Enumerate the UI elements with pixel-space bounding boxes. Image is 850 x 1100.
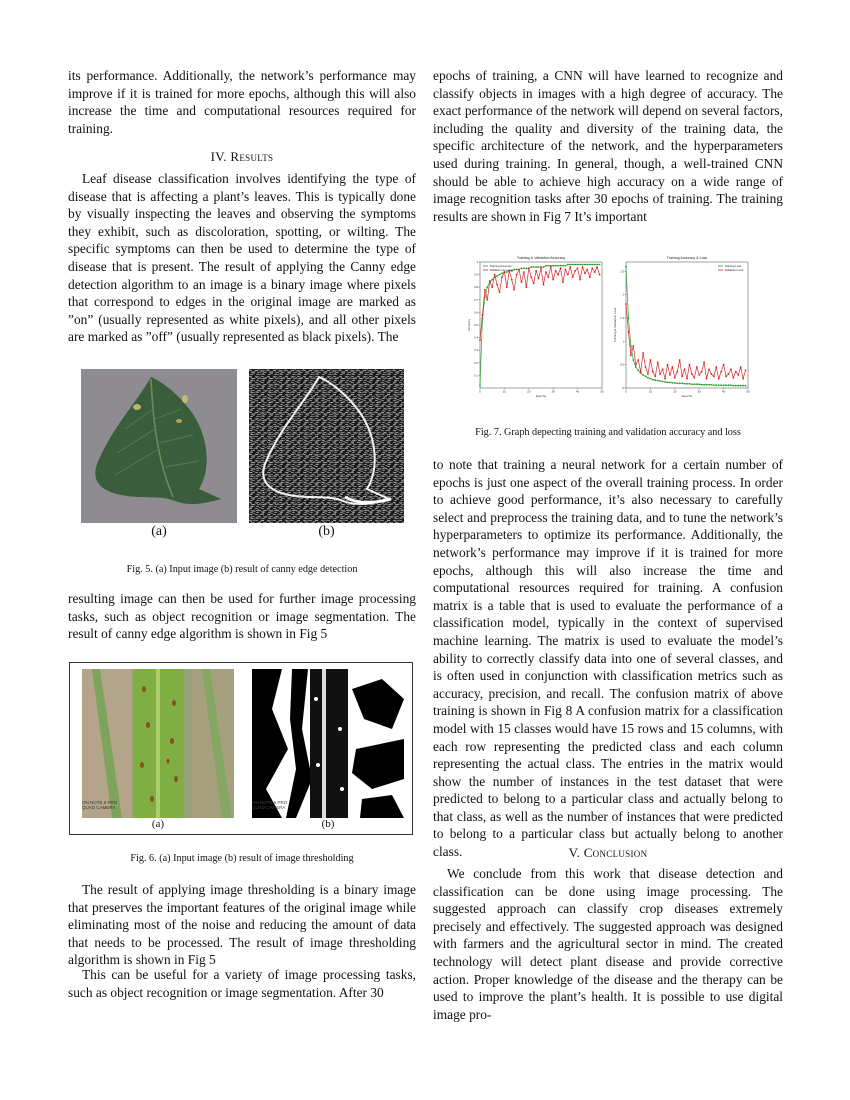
data-point: [684, 368, 686, 370]
right-paragraph-2: to note that training a neural network for a certain number of epochs is just one aspect of the overall training process. In order to achieve good performance, it’s also necessary to carefully select and preprocess the training data, and to tune the network’s hyperparameters to optimize its performance. Additionally, the network’s performance may improve if it is trained for more epochs, although this will also increase the time and computational resources required for training. A confusion matrix is a table that is used to evaluate the performance of a classification model, typically in the context of supervised machine learning. The matrix is used to evaluate the model’s ability to correctly classify data into one of several classes, and is often used in conjunction with classification metrics such as accuracy, precision, and recall. The confusion matrix of above training is shown in Fig 8 A confusion matrix for a classification model with 15 classes would have 15 rows and 15 columns, with each row representing the predicted class and each column representing the actual class. The entries in the matrix would show the number of instances in the test dataset that were predicted to belong to a particular class and actually belong to that class, as well as the number of instances that were predicted to belong to a particular class but actually belong to another class.: [433, 457, 783, 860]
fig6-label-a: (a): [151, 818, 165, 830]
data-point: [720, 371, 722, 373]
data-point: [565, 265, 567, 267]
data-point: [591, 264, 593, 266]
data-point: [486, 286, 488, 288]
data-point: [625, 266, 627, 268]
data-point: [732, 385, 734, 387]
data-point: [482, 314, 484, 316]
data-point: [628, 317, 630, 319]
data-point: [572, 276, 574, 278]
right-paragraph-1: epochs of training, a CNN will have learned to recognize and classify objects in images with a high degree of accuracy. The exact performance of the network will depend on several factors, including the quality and diversity of the training data, the specific architecture of the network, and the hyperparameters used during training. In general, though, a well-trained CNN should be able to achieve high accuracy on a wide range of image recognition tasks after 30 epochs of training. The training results are shown in Fig 7 It’s important: [433, 68, 783, 224]
data-point: [662, 381, 664, 383]
grass-leaf-photo: [82, 669, 234, 818]
data-point: [479, 339, 481, 341]
data-point: [703, 361, 705, 363]
data-point: [742, 385, 744, 387]
y-axis-label: Training & Validation Loss: [613, 307, 617, 343]
data-point: [594, 271, 596, 273]
data-point: [657, 361, 659, 363]
data-point: [659, 380, 661, 382]
data-point: [657, 380, 659, 382]
data-point: [730, 384, 732, 386]
data-point: [501, 276, 503, 278]
data-point: [525, 286, 527, 288]
data-point: [737, 374, 739, 376]
data-point: [647, 373, 649, 375]
data-point: [737, 385, 739, 387]
data-point: [491, 286, 493, 288]
data-point: [713, 375, 715, 377]
data-point: [579, 264, 581, 266]
data-point: [538, 266, 540, 268]
data-point: [538, 277, 540, 279]
section-heading-conclusion: V. Conclusion: [568, 845, 648, 860]
data-point: [584, 264, 586, 266]
data-point: [689, 383, 691, 385]
x-tick-label: 50: [600, 389, 604, 394]
data-point: [669, 374, 671, 376]
data-point: [701, 384, 703, 386]
y-tick-label: 0.9: [474, 272, 478, 277]
leaf-photo: [81, 369, 237, 523]
y-tick-label: 0.2: [474, 360, 478, 365]
data-point: [650, 378, 652, 380]
data-point: [664, 378, 666, 380]
y-tick-label: 0.3: [474, 348, 478, 353]
data-point: [730, 368, 732, 370]
data-point: [645, 366, 647, 368]
data-point: [560, 265, 562, 267]
data-point: [642, 352, 644, 354]
data-point: [740, 366, 742, 368]
data-point: [681, 375, 683, 377]
data-point: [711, 384, 713, 386]
data-point: [745, 369, 747, 371]
data-point: [584, 272, 586, 274]
data-point: [562, 265, 564, 267]
data-point: [596, 264, 598, 266]
y-tick-label: 1: [622, 339, 624, 344]
data-point: [679, 359, 681, 361]
data-point: [652, 379, 654, 381]
data-point: [586, 269, 588, 271]
data-point: [728, 384, 730, 386]
data-point: [579, 279, 581, 281]
data-point: [589, 276, 591, 278]
y-tick-label: 0.5: [474, 323, 478, 327]
data-point: [742, 378, 744, 380]
data-point: [637, 359, 639, 361]
data-point: [516, 269, 518, 271]
data-point: [511, 279, 513, 281]
data-point: [521, 267, 523, 269]
legend-label: Training Loss: [724, 264, 742, 268]
data-point: [530, 266, 532, 268]
y-tick-label: 0.7: [474, 297, 478, 302]
data-point: [652, 371, 654, 373]
data-point: [596, 266, 598, 268]
data-point: [735, 385, 737, 387]
data-point: [491, 279, 493, 281]
data-point: [637, 369, 639, 371]
data-point: [545, 271, 547, 273]
data-point: [586, 264, 588, 266]
data-point: [725, 375, 727, 377]
data-point: [674, 377, 676, 379]
data-point: [703, 384, 705, 386]
fig7-caption: Fig. 7. Graph depecting training and validation accuracy and loss: [475, 427, 741, 438]
canny-edge-render: [249, 369, 404, 523]
y-tick-label: 2: [622, 292, 624, 297]
data-point: [723, 364, 725, 366]
plot-area: [626, 262, 748, 388]
data-point: [567, 274, 569, 276]
x-tick-label: 40: [575, 389, 580, 394]
data-point: [698, 374, 700, 376]
data-point: [711, 373, 713, 375]
data-point: [540, 267, 542, 269]
data-point: [691, 373, 693, 375]
legend-label: Validation Accuracy: [489, 268, 514, 272]
data-point: [689, 364, 691, 366]
data-point: [552, 279, 554, 281]
fig5-label-a: (a): [151, 524, 167, 539]
data-point: [479, 385, 481, 387]
data-point: [725, 384, 727, 386]
data-point: [715, 366, 717, 368]
x-axis-label: Epochs: [681, 394, 693, 398]
data-point: [701, 371, 703, 373]
data-point: [671, 382, 673, 384]
data-point: [698, 383, 700, 385]
data-point: [659, 373, 661, 375]
data-point: [693, 377, 695, 379]
x-tick-label: 30: [551, 389, 555, 394]
data-point: [635, 366, 637, 368]
x-tick-label: 30: [697, 389, 701, 394]
data-point: [691, 383, 693, 385]
data-point: [499, 274, 501, 276]
data-point: [591, 267, 593, 269]
legend-label: Validation Loss: [724, 268, 744, 272]
data-point: [686, 378, 688, 380]
data-point: [535, 270, 537, 272]
data-point: [647, 377, 649, 379]
data-point: [550, 266, 552, 268]
data-point: [547, 276, 549, 278]
fig6-threshold-image: [252, 669, 404, 818]
data-point: [525, 267, 527, 269]
data-point: [676, 371, 678, 373]
data-point: [569, 264, 571, 266]
fig5-input-leaf-image: [81, 369, 237, 523]
y-tick-label: 0: [622, 386, 624, 390]
data-point: [486, 299, 488, 301]
y-tick-label: 0.6: [474, 310, 478, 315]
data-point: [735, 371, 737, 373]
data-point: [496, 275, 498, 277]
x-tick-label: 20: [527, 389, 531, 394]
data-point: [535, 266, 537, 268]
data-point: [740, 385, 742, 387]
data-point: [732, 377, 734, 379]
data-point: [484, 289, 486, 291]
data-point: [577, 264, 579, 266]
fig6-input-leaf-image: [82, 669, 234, 818]
data-point: [640, 371, 642, 373]
data-point: [728, 373, 730, 375]
data-point: [574, 264, 576, 266]
data-point: [555, 265, 557, 267]
x-tick-label: 10: [648, 389, 653, 394]
chart-title: Training & Validation Accuracy: [516, 256, 566, 260]
data-point: [572, 264, 574, 266]
fig5-canny-edge-image: [249, 369, 404, 523]
y-tick-label: 0.5: [620, 362, 624, 367]
data-point: [557, 274, 559, 276]
fig7-accuracy-chart: [466, 252, 606, 402]
fig5-label-b: (b): [318, 524, 335, 539]
y-tick-label: 0.1: [474, 373, 478, 378]
y-tick-label: 1: [476, 260, 478, 264]
y-tick-label: 0.4: [474, 335, 478, 340]
data-point: [521, 281, 523, 283]
data-point: [706, 384, 708, 386]
data-point: [642, 374, 644, 376]
data-point: [632, 345, 634, 347]
data-point: [723, 384, 725, 386]
plot-area: [480, 262, 602, 388]
data-point: [582, 266, 584, 268]
fig6-label-b: (b): [321, 818, 335, 830]
data-point: [696, 366, 698, 368]
data-point: [718, 378, 720, 380]
data-point: [533, 283, 535, 285]
data-point: [720, 384, 722, 386]
data-point: [577, 267, 579, 269]
fig5-caption: Fig. 5. (a) Input image (b) result of canny edge detection: [126, 564, 358, 575]
loss-chart-svg: [612, 252, 752, 402]
data-point: [667, 382, 669, 384]
data-point: [684, 383, 686, 385]
y-tick-label: 2.5: [620, 269, 624, 274]
section-heading-results: IV. Results: [210, 149, 274, 164]
right-paragraph-3: We conclude from this work that disease detection and classification can be done using image processing. The suggested approach can classify crop diseases extremely precisely and effectively. The suggested approach was designed with farmers and the agricultural sector in mind. The created technology will detect plant disease and provide corrective action. Proper knowledge of the disease and the therapy can be used to improve the plant’s health. It is possible to use digital image pro-: [433, 866, 783, 1022]
data-point: [489, 280, 491, 282]
data-point: [565, 269, 567, 271]
x-axis-label: Epochs: [535, 394, 547, 398]
data-point: [567, 264, 569, 266]
data-point: [569, 266, 571, 268]
data-point: [674, 382, 676, 384]
legend-label: Training Accuracy: [489, 264, 512, 268]
data-point: [713, 384, 715, 386]
data-point: [547, 265, 549, 267]
data-point: [545, 265, 547, 267]
data-point: [708, 384, 710, 386]
data-point: [506, 286, 508, 288]
data-point: [496, 284, 498, 286]
chart-title: Training Accuracy & Loss: [666, 256, 708, 260]
data-point: [681, 382, 683, 384]
x-tick-label: 40: [721, 389, 726, 394]
x-tick-label: 20: [673, 389, 677, 394]
data-point: [669, 382, 671, 384]
x-tick-label: 50: [746, 389, 750, 394]
data-point: [494, 274, 496, 276]
data-point: [662, 368, 664, 370]
accuracy-chart-svg: [466, 252, 606, 402]
data-point: [696, 383, 698, 385]
data-point: [528, 267, 530, 269]
y-axis-label: Accuracy: [467, 318, 471, 332]
data-point: [589, 264, 591, 266]
data-point: [667, 364, 669, 366]
left-paragraph-5: This can be useful for a variety of image processing tasks, such as object recognition or image segmentation. After 30: [68, 967, 416, 1000]
data-point: [523, 267, 525, 269]
data-point: [625, 303, 627, 305]
left-paragraph-4: The result of applying image thresholding is a binary image that preserves the important features of the original image while eliminating most of the noise and reducing the amount of data that needs to be processed. The result of image thresholding algorithm is shown in Fig 5: [68, 882, 416, 968]
data-point: [582, 264, 584, 266]
data-point: [516, 274, 518, 276]
fig6-caption: Fig. 6. (a) Input image (b) result of image thresholding: [130, 853, 354, 864]
data-point: [635, 364, 637, 366]
data-point: [513, 289, 515, 291]
left-paragraph-1: its performance. Additionally, the network’s performance may improve if it is trained for more epochs, although this will also increase the time and computational resources required for training.: [68, 68, 416, 136]
data-point: [664, 381, 666, 383]
x-tick-label: 10: [502, 389, 507, 394]
data-point: [574, 270, 576, 272]
data-point: [628, 331, 630, 333]
data-point: [650, 359, 652, 361]
data-point: [501, 272, 503, 274]
data-point: [693, 383, 695, 385]
data-point: [654, 379, 656, 381]
fig6-watermark-b: ON NOTE 5 PRO QUAD CAMERA: [252, 800, 288, 810]
data-point: [630, 354, 632, 356]
data-point: [654, 375, 656, 377]
data-point: [552, 265, 554, 267]
left-paragraph-3: resulting image can then be used for further image processing tasks, such as object recognition or image segmentation. The result of canny edge algorithm is shown in Fig 5: [68, 591, 416, 642]
data-point: [594, 264, 596, 266]
data-point: [530, 276, 532, 278]
data-point: [543, 284, 545, 286]
data-point: [671, 366, 673, 368]
left-paragraph-2: Leaf disease classification involves identifying the type of disease that is affecting a plant’s leaves. This is typically done by visually inspecting the leaves and observing the symptoms they exhibit, such as discoloration, spotting, or wilting. The specific symptoms can then be used to determine the type of disease that is present. The result of applying the Canny edge detection algorithm to an image is a binary image where pixels that correspond to edges in the original image are marked as ”on” (usually represented as white pixels), and all other pixels are marked as ”off” (usually represented as black pixels). The: [68, 171, 416, 345]
data-point: [533, 266, 535, 268]
x-tick-label: 0: [479, 389, 481, 394]
data-point: [715, 384, 717, 386]
fig7-loss-chart: [612, 252, 752, 402]
y-tick-label: 0.8: [474, 285, 478, 290]
data-point: [560, 267, 562, 269]
data-point: [562, 281, 564, 283]
data-point: [679, 382, 681, 384]
fig6-watermark-a: ON NOTE 5 PRO QUAD CAMERA: [82, 800, 118, 810]
data-point: [599, 274, 601, 276]
data-point: [706, 378, 708, 380]
y-tick-label: 1.5: [620, 316, 624, 320]
threshold-render: [252, 669, 404, 818]
data-point: [708, 368, 710, 370]
x-tick-label: 0: [625, 389, 627, 394]
data-point: [555, 270, 557, 272]
data-point: [599, 264, 601, 266]
data-point: [557, 265, 559, 267]
data-point: [745, 385, 747, 387]
data-point: [632, 359, 634, 361]
data-point: [523, 271, 525, 273]
data-point: [499, 291, 501, 293]
data-point: [676, 382, 678, 384]
data-point: [718, 384, 720, 386]
data-point: [543, 266, 545, 268]
data-point: [686, 383, 688, 385]
data-point: [645, 375, 647, 377]
data-point: [518, 269, 520, 271]
